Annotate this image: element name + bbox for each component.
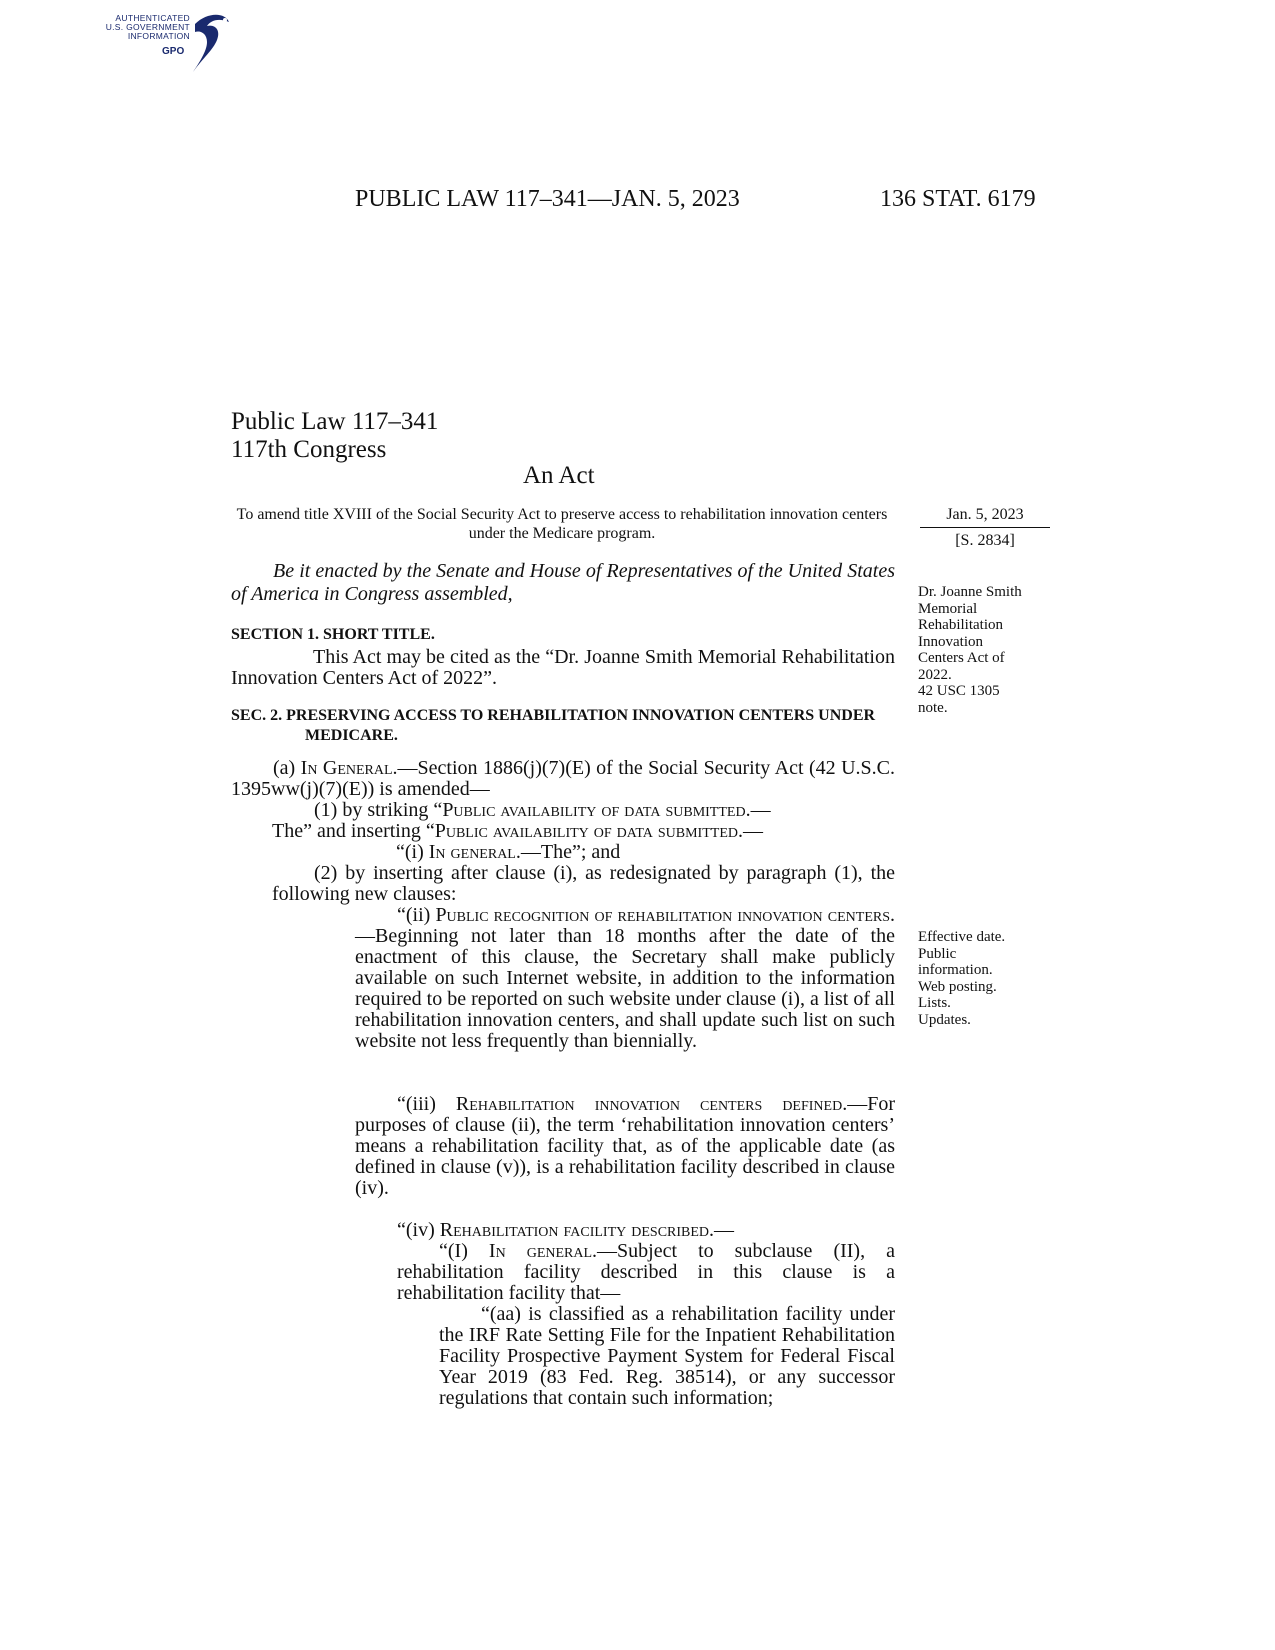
eagle-icon — [185, 10, 235, 78]
logo-line-1: AUTHENTICATED — [115, 13, 190, 23]
margin-note-line: Public — [918, 945, 957, 962]
paragraph-1 — [272, 800, 895, 821]
margin-note-short-title — [918, 584, 1058, 716]
clause-iii — [355, 1094, 895, 1199]
margin-note-line: Updates. — [918, 1011, 971, 1028]
clause-ii-caption: Public recognition of rehabilitation innovation centers — [435, 904, 890, 926]
long-title: To amend title XVIII of the Social Security Act to preserve access to rehabilitation innovation centers under the Medicare program. — [236, 506, 888, 542]
clause-i-caption: In general — [428, 841, 516, 863]
clause-i-label: “(i) — [396, 841, 429, 863]
gpo-authentication-logo — [90, 8, 230, 78]
margin-note-effective-date — [918, 929, 1058, 1028]
margin-note-line: 42 USC 1305 — [918, 683, 1000, 699]
paragraph-1-line-2 — [272, 821, 763, 842]
subclause-I-label: “(I) — [439, 1240, 489, 1262]
clause-iii-label: “(iii) — [397, 1093, 456, 1115]
clause-iv-dash: .— — [709, 1219, 735, 1241]
margin-note-line: Memorial — [918, 600, 978, 617]
margin-note-line: Centers Act of — [918, 650, 1005, 666]
running-header-page: 136 STAT. 6179 — [880, 186, 1036, 212]
margin-note-line: note. — [918, 699, 948, 716]
paragraph-1-text-2: The” and inserting “ — [272, 820, 435, 842]
section-1-heading: SECTION 1. SHORT TITLE. — [231, 626, 435, 643]
clause-iii-caption: Rehabilitation innovation centers defined — [455, 1093, 843, 1115]
clause-ii-text: .—Beginning not later than 18 months after the date of the enactment of this clause, the Secretary shall make publicly available on such Internet website, in addition to the information required to be reported on such website under clause (i), a list of all rehabilitation innovation centers, and shall update such list on such website not less frequently than biennially. — [355, 904, 895, 1052]
act-heading: An Act — [523, 462, 595, 489]
paragraph-1-dash-2: .— — [737, 820, 763, 842]
public-law-number: Public Law 117–341 — [231, 408, 439, 435]
clause-ii — [355, 905, 895, 1052]
subclause-I-text: .—Subject to subclause (II), a rehabilitation facility described in this clause is a rehabilitation facility that— — [397, 1240, 896, 1304]
public-law-title — [231, 408, 438, 464]
bill-number: [S. 2834] — [955, 532, 1015, 549]
item-aa: “(aa) is classified as a rehabilitation facility under the IRF Rate Setting File for the Inpatient Rehabilitation Facility Prospective Payment System for Federal Fiscal Year 2019 (83 Fed. Reg. 38514), or any successor regulations that contain such information; — [439, 1303, 895, 1409]
paragraph-1-line-3 — [396, 842, 620, 863]
clause-iv-label: “(iv) — [397, 1219, 440, 1241]
running-header-left: PUBLIC LAW 117–341—JAN. 5, 2023 — [355, 186, 740, 212]
enactment-date: Jan. 5, 2023 — [920, 505, 1050, 528]
section-2-heading: SEC. 2. PRESERVING ACCESS TO REHABILITATION INNOVATION CENTERS UNDER MEDICARE. — [231, 707, 876, 744]
subsection-a-label: (a) — [273, 757, 301, 779]
clause-i-text: .—The”; and — [515, 841, 621, 863]
margin-note-line: Effective date. — [918, 929, 1006, 945]
subclause-I-caption: In general — [488, 1240, 593, 1262]
enactment-date-box — [920, 505, 1050, 550]
paragraph-1-caption: Public availability of data submitted — [442, 799, 746, 821]
clause-iii-text: .—For purposes of clause (ii), the term ‘rehabilitation innovation centers’ means a rehabilitation facility that, as of the applicable date (as defined in clause (v)), is a rehabilitation facility described in clause (iv). — [355, 1093, 895, 1199]
subclause-I — [397, 1241, 895, 1304]
margin-note-line: Lists. — [918, 995, 951, 1011]
subsection-a-text: .—Section 1886(j)(7)(E) of the Social Security Act (42 U.S.C. 1395ww(j)(7)(E)) is amended— — [231, 757, 895, 800]
paragraph-2: (2) by inserting after clause (i), as redesignated by paragraph (1), the following new clauses: — [272, 862, 895, 905]
subsection-a — [231, 758, 895, 800]
logo-gpo-mark: GPO — [162, 46, 185, 57]
margin-note-line: Innovation — [918, 633, 983, 650]
clause-iv — [397, 1220, 734, 1241]
margin-note-line: Rehabilitation — [918, 617, 1003, 633]
margin-note-line: Dr. Joanne Smith — [918, 584, 1022, 600]
section-1-text: This Act may be cited as the “Dr. Joanne Smith Memorial Rehabilitation Innovation Centers Act of 2022”. — [231, 646, 895, 689]
clause-ii-label: “(ii) — [397, 904, 436, 926]
enacting-clause: Be it enacted by the Senate and House of Representatives of the United States of America in Congress assembled, — [231, 560, 895, 605]
logo-line-3: INFORMATION — [127, 31, 190, 41]
paragraph-1-text: (1) by striking “ — [314, 799, 443, 821]
clause-iv-caption: Rehabilitation facility described — [439, 1219, 710, 1241]
margin-note-line: information. — [918, 962, 993, 978]
logo-line-2: U.S. GOVERNMENT — [105, 22, 190, 32]
margin-note-line: Web posting. — [918, 978, 997, 995]
subsection-a-caption: In General — [300, 757, 393, 779]
paragraph-1-caption-2: Public availability of data submitted — [434, 820, 738, 842]
paragraph-1-dash: .— — [745, 799, 771, 821]
margin-note-line: 2022. — [918, 666, 952, 683]
congress-number: 117th Congress — [231, 436, 387, 463]
